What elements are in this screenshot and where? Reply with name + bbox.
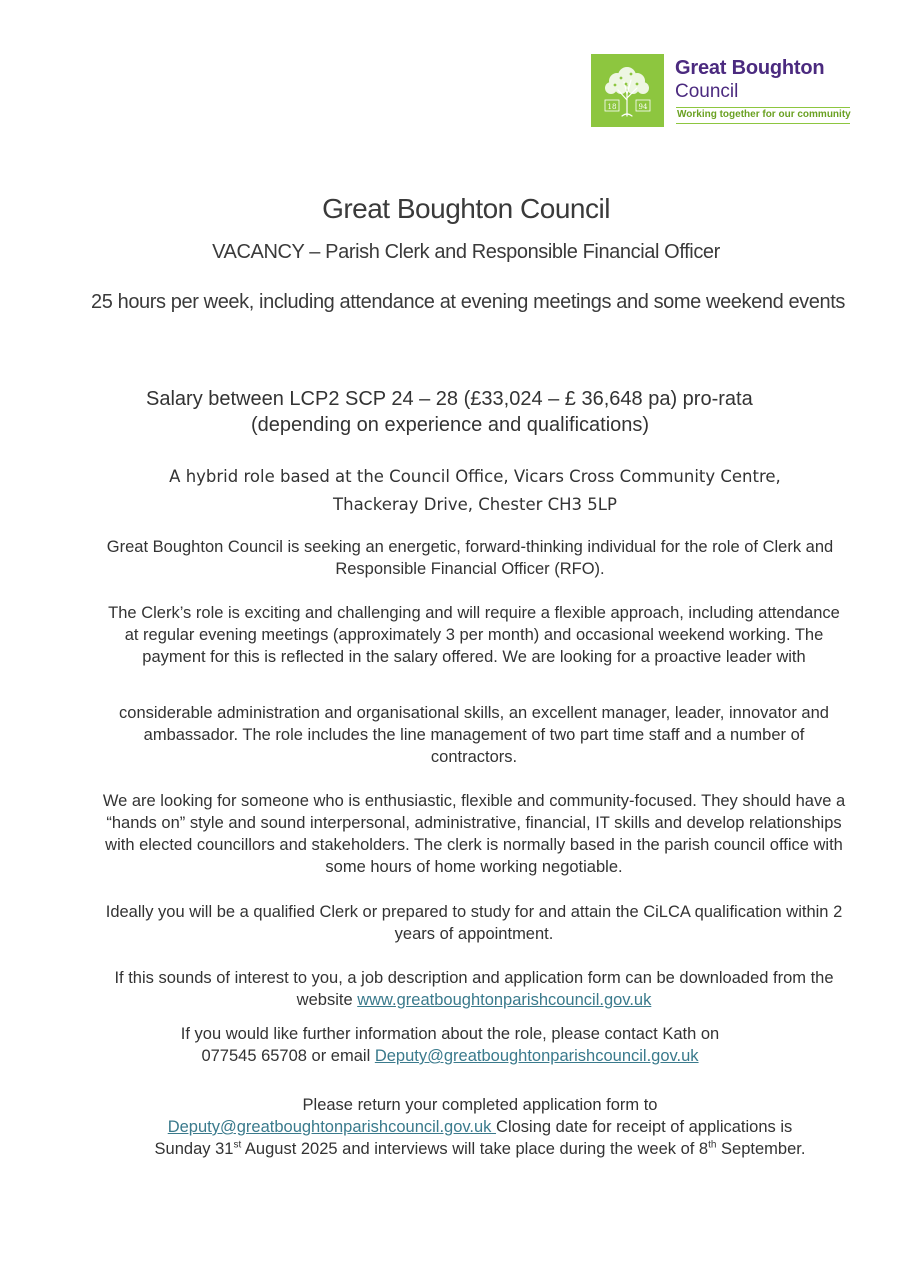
download-text: If this sounds of interest to you, a job description and application form can be downloaded from the website: [114, 969, 834, 1009]
closing-date-text: Closing date for receipt of applications is: [496, 1118, 793, 1136]
salary-note: (depending on experience and qualifications): [251, 414, 650, 436]
contact-text: If you would like further information about the role, please contact Kath on: [180, 1025, 720, 1043]
skills-paragraph: considerable administration and organisational skills, an excellent manager, leader, innovator and ambassador. The role includes the line management of two part time staff and a number of contractors.: [119, 704, 829, 766]
logo-tagline: Working together for our community: [677, 109, 851, 120]
closing-date-prefix: Sunday 31: [154, 1140, 234, 1158]
contact-email-link[interactable]: Deputy@greatboughtonparishcouncil.gov.uk: [374, 1047, 699, 1065]
role-paragraph: The Clerk’s role is exciting and challenging and will require a flexible approach, including attendance at regular evening meetings (approximately 3 per month) and occasional weekend working. The payment for this is reflected in the salary offered. We are looking for a proactive leader with: [108, 604, 840, 666]
tree-icon: [591, 54, 664, 127]
website-link[interactable]: www.greatboughtonparishcouncil.gov.uk: [357, 991, 652, 1009]
contact-paragraph: [100, 1023, 800, 1067]
return-paragraph: [90, 1094, 870, 1160]
logo-title: Great Boughton: [675, 57, 825, 79]
vacancy-heading: VACANCY – Parish Clerk and Responsible Financial Officer: [212, 241, 720, 263]
hours-heading: 25 hours per week, including attendance at evening meetings and some weekend events: [91, 291, 845, 313]
intro-paragraph: Great Boughton Council is seeking an energetic, forward-thinking individual for the role of Clerk and Responsible Financial Officer (RFO).: [106, 538, 834, 578]
salary-block: [100, 386, 832, 438]
interview-date-suffix: th: [708, 1139, 717, 1151]
salary-line: Salary between LCP2 SCP 24 – 28 (£33,024 – £ 36,648 pa) pro-rata: [146, 388, 753, 410]
person-paragraph: We are looking for someone who is enthusiastic, flexible and community-focused. They should have a “hands on” style and sound interpersonal, administrative, financial, IT skills and develop relationships with elected councillors and stakeholders. The clerk is normally based in the parish council office with some hours of home working negotiable.: [102, 792, 846, 876]
logo-divider: [676, 107, 850, 108]
page-title: Great Boughton Council: [322, 193, 610, 224]
logo-subtitle: Council: [675, 81, 739, 102]
return-email-link[interactable]: Deputy@greatboughtonparishcouncil.gov.uk: [167, 1118, 497, 1136]
logo-year-right: 94: [638, 103, 648, 111]
location-line-2: Thackeray Drive, Chester CH3 5LP: [333, 495, 617, 514]
download-paragraph: [100, 967, 848, 1011]
return-text: Please return your completed application form to: [302, 1096, 658, 1114]
closing-date-suffix: st: [233, 1139, 242, 1151]
logo-divider-bottom: [676, 123, 850, 124]
logo-year-left: 18: [607, 103, 617, 111]
interview-text: August 2025 and interviews will take place during the week of 8: [241, 1140, 709, 1158]
location-line-1: A hybrid role based at the Council Office, Vicars Cross Community Centre,: [169, 467, 781, 486]
council-logo-emblem: [591, 54, 664, 127]
interview-month: September.: [716, 1140, 806, 1158]
contact-phone-text: 077545 65708 or email: [201, 1047, 375, 1065]
location-block: [80, 463, 870, 519]
qualification-paragraph: Ideally you will be a qualified Clerk or prepared to study for and attain the CiLCA qualification within 2 years of appointment.: [105, 903, 843, 943]
